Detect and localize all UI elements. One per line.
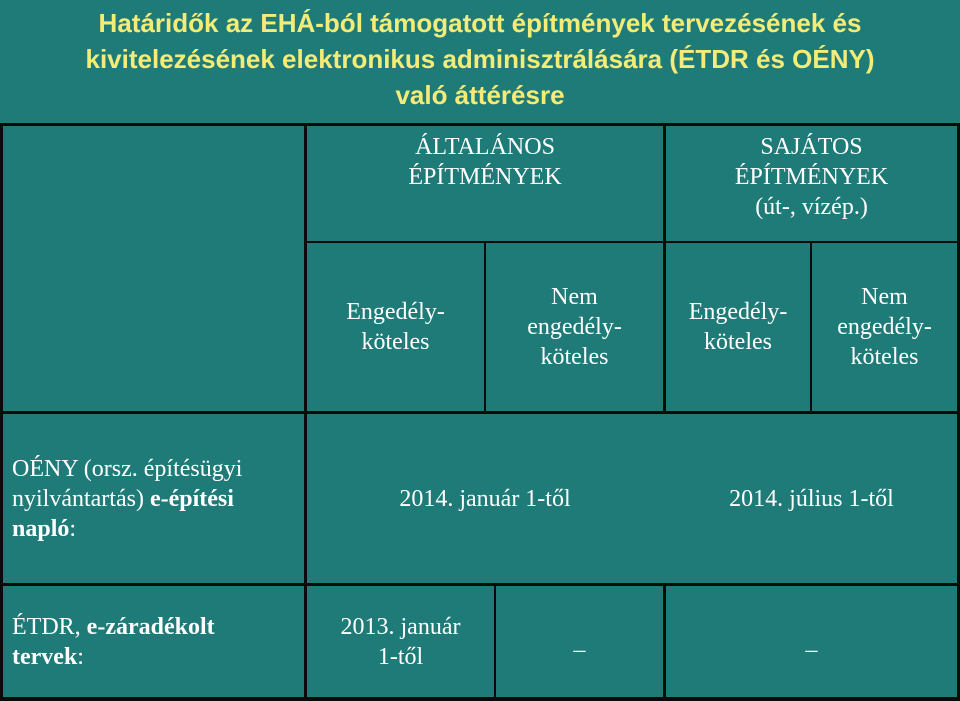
- subheader-line: Engedély-: [688, 299, 788, 325]
- row-label-line: [12, 484, 234, 514]
- title-line-2: kivitelezésének elektronikus adminisztrálására (ÉTDR és OÉNY): [85, 44, 875, 74]
- row-label-text: ÉTDR,: [12, 613, 87, 640]
- subheader-line: Nem: [861, 284, 908, 310]
- dash-text: _: [573, 628, 586, 655]
- header-general-buildings: [307, 126, 663, 242]
- header-general-line-2: ÉPÍTMÉNYEK: [408, 164, 562, 190]
- dash-text: _: [805, 628, 818, 655]
- header-special-line-2: ÉPÍTMÉNYEK: [734, 164, 889, 190]
- title-line-3: való áttérésre: [395, 80, 565, 110]
- subheader-line: köteles: [850, 344, 919, 370]
- row-label-text: :: [69, 515, 77, 542]
- row-label-bold: e-záradékolt: [86, 613, 215, 640]
- row-label-line: OÉNY (orsz. építésügyi: [12, 455, 243, 482]
- row-label-text: nyilvántartás): [12, 485, 150, 512]
- row-label-oeny: [3, 414, 304, 583]
- etdr-general-nonpermit: [496, 586, 663, 697]
- row-label-line: [12, 514, 76, 544]
- date-text: 2013. január: [340, 613, 461, 640]
- date-text: 1-től: [377, 643, 424, 670]
- date-text: 2014. július 1-től: [729, 485, 894, 512]
- row-label-bold: napló: [12, 515, 70, 542]
- subheader-line: köteles: [361, 329, 430, 355]
- subheader-general-nonpermit: [486, 243, 663, 411]
- header-special-buildings: [666, 126, 957, 242]
- subheader-line: köteles: [704, 329, 772, 355]
- subheader-special-nonpermit: [812, 243, 957, 411]
- subheader-line: engedély-: [837, 314, 932, 340]
- subheader-line: köteles: [540, 344, 609, 370]
- etdr-special: [666, 586, 957, 697]
- row-label-line: [12, 642, 84, 672]
- table-line: [0, 697, 960, 701]
- header-special-line-1: SAJÁTOS: [760, 134, 863, 160]
- header-special-line-3: (út-, vízép.): [755, 194, 868, 220]
- subheader-special-permit: [666, 243, 810, 411]
- subheader-line: engedély-: [527, 314, 622, 340]
- row-label-text: :: [77, 643, 84, 670]
- etdr-general-permit-date: [307, 586, 494, 697]
- row-label-etdr: [3, 586, 304, 697]
- row-label-bold: tervek: [12, 643, 78, 670]
- header-general-line-1: ÁLTALÁNOS: [415, 134, 555, 160]
- oeny-special-date: [666, 414, 957, 583]
- date-text: 2014. január 1-től: [399, 485, 571, 512]
- row-label-bold: e-építési: [149, 485, 234, 512]
- oeny-general-date: [307, 414, 663, 583]
- row-label-line: [12, 612, 215, 642]
- title-line-1: Határidők az EHÁ-ból támogatott építmények tervezésének és: [98, 8, 862, 38]
- subheader-line: Nem: [551, 284, 598, 310]
- subheader-general-permit: [307, 243, 484, 411]
- subheader-line: Engedély-: [346, 299, 445, 325]
